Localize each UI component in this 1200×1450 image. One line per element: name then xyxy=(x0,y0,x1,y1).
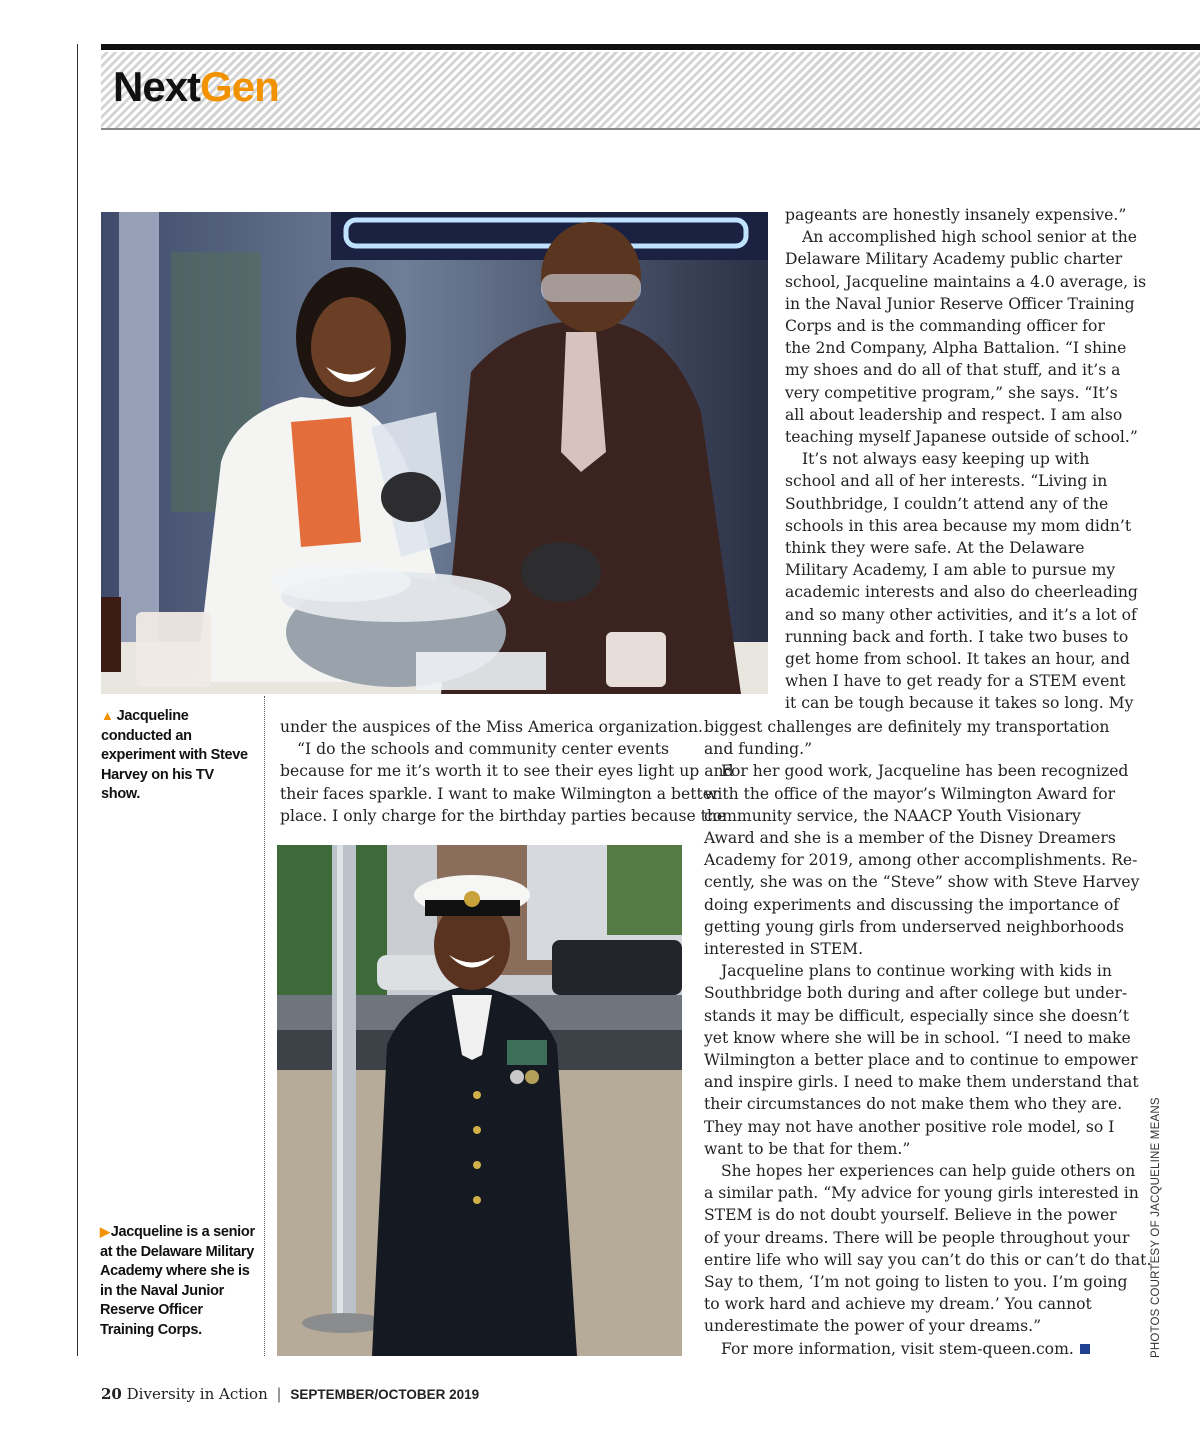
text-line: An accomplished high school senior at the xyxy=(802,228,1137,247)
text-line: Say to them, ‘I’m not going to listen to you. I’m going xyxy=(704,1273,1128,1292)
text-line: entire life who will say you can’t do this or can’t do that. xyxy=(704,1250,1152,1269)
text-line: cently, she was on the “Steve” show with Steve Harvey xyxy=(704,873,1140,892)
text-line: Academy for 2019, among other accomplishments. Re- xyxy=(704,851,1138,870)
end-of-article-mark xyxy=(1080,1344,1090,1354)
text-line: It’s not always easy keeping up with xyxy=(802,450,1090,469)
text-line: their circumstances do not make them who they are. xyxy=(704,1095,1123,1114)
text-line: very competitive program,” she says. “It’s xyxy=(785,383,1118,402)
magazine-name: Diversity in Action xyxy=(126,1385,268,1403)
text-line: community service, the NAACP Youth Visionary xyxy=(704,806,1081,825)
header-top-rule xyxy=(101,44,1200,50)
caption-experiment-text: Jacqueline conducted an experiment with Steve Harvey on his TV show. xyxy=(101,708,248,802)
article-column-right xyxy=(704,716,1152,1360)
text-line: biggest challenges are definitely my transportation xyxy=(704,718,1110,736)
text-line: yet know where she will be in school. “I need to make xyxy=(704,1028,1131,1047)
text-line: place. I only charge for the birthday parties because the xyxy=(280,806,727,825)
text-line: and so many other activities, and it’s a lot of xyxy=(785,605,1137,624)
text-line: schools in this area because my mom didn’t xyxy=(785,516,1132,535)
text-line: to work hard and achieve my dream.’ You cannot xyxy=(704,1295,1092,1314)
text-line: because for me it’s worth it to see their eyes light up and xyxy=(280,762,734,781)
text-line: Jacqueline plans to continue working with kids in xyxy=(721,962,1112,981)
naval-uniform-portrait-photo xyxy=(277,845,682,1356)
text-line: under the auspices of the Miss America organization. xyxy=(280,718,703,736)
text-line: Corps and is the commanding officer for xyxy=(785,317,1105,336)
text-line: interested in STEM. xyxy=(704,940,864,959)
logo-next: Next xyxy=(113,63,201,110)
text-line: She hopes her experiences can help guide others on xyxy=(721,1162,1136,1181)
text-line: Delaware Military Academy public charter xyxy=(785,250,1123,269)
text-line: For her good work, Jacqueline has been recognized xyxy=(721,762,1129,781)
text-line: school, Jacqueline maintains a 4.0 average, is xyxy=(785,272,1147,291)
text-line: Award and she is a member of the Disney Dreamers xyxy=(704,829,1116,848)
caption-naval xyxy=(100,1222,255,1340)
text-line: stands it may be difficult, especially since she doesn’t xyxy=(704,1006,1130,1025)
text-line: pageants are honestly insanely expensive.” xyxy=(785,206,1127,224)
text-line: academic interests and also do cheerleading xyxy=(785,583,1138,602)
text-line: They may not have another positive role model, so I xyxy=(704,1117,1115,1136)
photo-credit: PHOTOS COURTESY OF JACQUELINE MEANS xyxy=(1150,1097,1162,1358)
caption-marker-right: ▶ xyxy=(100,1224,110,1239)
text-line: when I have to get ready for a STEM event xyxy=(785,672,1126,691)
footer-separator: | xyxy=(276,1385,282,1403)
text-line: their faces sparkle. I want to make Wilmington a better xyxy=(280,784,720,803)
page-number: 20 xyxy=(101,1385,122,1403)
text-line: with the office of the mayor’s Wilmington Award for xyxy=(704,784,1116,803)
caption-marker-up: ▲ xyxy=(101,708,114,723)
text-line: think they were safe. At the Delaware xyxy=(785,539,1085,558)
text-line: school and all of her interests. “Living in xyxy=(785,472,1108,491)
text-line: get home from school. It takes an hour, and xyxy=(785,650,1130,669)
text-line: running back and forth. I take two buses to xyxy=(785,627,1129,646)
section-logo xyxy=(113,63,279,110)
text-line: and funding.” xyxy=(704,740,813,759)
article-column-middle xyxy=(280,716,734,827)
text-line: my shoes and do all of that stuff, and it’s a xyxy=(785,361,1121,380)
text-line: underestimate the power of your dreams.” xyxy=(704,1317,1042,1336)
text-line: and inspire girls. I need to make them understand that xyxy=(704,1073,1139,1092)
text-line: all about leadership and respect. I am also xyxy=(785,405,1123,424)
text-line: Southbridge both during and after college but under- xyxy=(704,984,1128,1003)
tv-show-experiment-photo xyxy=(101,212,768,694)
text-line: want to be that for them.” xyxy=(704,1139,911,1158)
text-line: Military Academy, I am able to pursue my xyxy=(785,561,1116,580)
text-line: teaching myself Japanese outside of school.” xyxy=(785,428,1138,447)
caption-experiment xyxy=(101,706,251,805)
text-line: “I do the schools and community center events xyxy=(297,740,669,759)
text-line: doing experiments and discussing the importance of xyxy=(704,895,1120,914)
text-line: STEM is do not doubt yourself. Believe in the power xyxy=(704,1206,1117,1225)
text-line: getting young girls from underserved neighborhoods xyxy=(704,917,1124,936)
page-margin-rule xyxy=(77,44,78,1356)
caption-naval-text: Jacqueline is a senior at the Delaware Military Academy where she is in the Naval Junior Reserve Officer Training Corps. xyxy=(100,1224,255,1338)
logo-gen: Gen xyxy=(200,63,279,110)
text-line: the 2nd Company, Alpha Battalion. “I shine xyxy=(785,339,1127,358)
issue-date: SEPTEMBER/OCTOBER 2019 xyxy=(290,1387,480,1402)
text-line: it can be tough because it takes so long. My xyxy=(785,694,1134,713)
text-line: Wilmington a better place and to continue to empower xyxy=(704,1051,1138,1070)
article-column-right-top xyxy=(785,204,1147,715)
caption-divider xyxy=(264,696,265,1356)
text-line: in the Naval Junior Reserve Officer Training xyxy=(785,294,1135,313)
text-line: Southbridge, I couldn’t attend any of the xyxy=(785,494,1109,513)
section-header xyxy=(101,52,1200,130)
text-line: a similar path. “My advice for young girls interested in xyxy=(704,1184,1139,1203)
text-line: of your dreams. There will be people throughout your xyxy=(704,1228,1130,1247)
text-line: For more information, visit stem-queen.com. xyxy=(704,1338,1108,1360)
page-footer xyxy=(101,1385,479,1403)
